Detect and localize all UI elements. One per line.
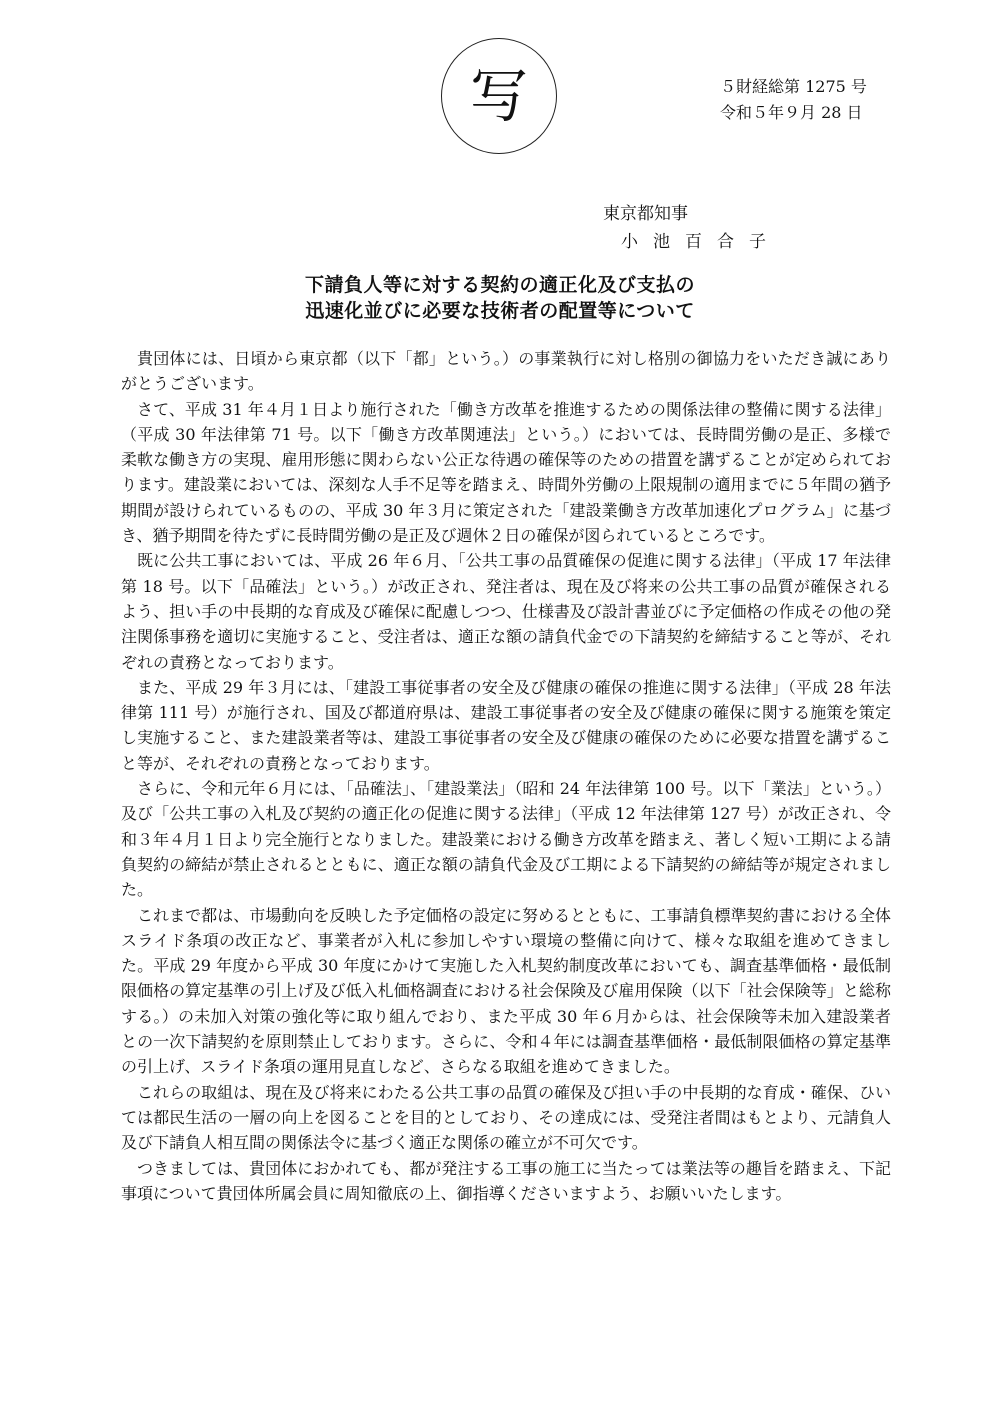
body-paragraph-7: これらの取組は、現在及び将来にわたる公共工事の品質の確保及び担い手の中長期的な育成・確保、ひいては都民生活の一層の向上を図ることを目的としており、その達成には、受発注者間はもとより、元請負人及び下請負人相互間の関係法令に基づく適正な関係の確立が不可欠です。 — [121, 1082, 891, 1153]
body-paragraph-2: さて、平成 31 年４月１日より施行された「働き方改革を推進するための関係法律の整備に関する法律」（平成 30 年法律第 71 号。以下「働き方改革関連法」という。）においては、長時間労働の是正、多様で柔軟な働き方の実現、雇用形態に関わらない公正な待遇の確保等のための措置を講ずることが定められております。建設業においては、深刻な人手不足等を踏まえ、時間外労働の上限規制の適用までに５年間の猶予期間が設けられているものの、平成 30 年３月に策定された「建設業働き方改革加速化プログラム」に基づき、猶予期間を待たずに長時間労働の是正及び週休２日の確保が図られているところです。 — [121, 399, 891, 546]
body-paragraph-8: つきましては、貴団体におかれても、都が発注する工事の施工に当たっては業法等の趣旨を踏まえ、下記事項について貴団体所属会員に周知徹底の上、御指導くださいますよう、お願いいたします。 — [121, 1158, 891, 1203]
sender-title: 東京都知事 — [603, 204, 688, 224]
document-date: 令和５年９月 28 日 — [720, 103, 863, 122]
body-paragraph-1: 貴団体には、日頃から東京都（以下「都」という。）の事業執行に対し格別の御協力をいただき誠にありがとうございます。 — [121, 349, 891, 394]
document-title-line-1: 下請負人等に対する契約の適正化及び支払の — [304, 274, 695, 296]
sender-block — [603, 200, 781, 256]
body-paragraph-4: また、平成 29 年３月には、「建設工事従事者の安全及び健康の確保の推進に関する法律」（平成 28 年法律第 111 号）が施行され、国及び都道府県は、建設工事従事者の安全及び健康の確保に関する施策を策定し実施すること、また建設業者等は、建設工事従事者の安全及び健康の確保のために必要な措置を講ずること等が、それぞれの責務となっております。 — [121, 677, 891, 773]
document-header-info — [720, 74, 890, 126]
copy-stamp — [441, 38, 557, 154]
document-title-line-2: 迅速化並びに必要な技術者の配置等について — [305, 300, 695, 322]
body-paragraph-5: さらに、令和元年６月には、「品確法」、「建設業法」（昭和 24 年法律第 100 号。以下「業法」という。）及び「公共工事の入札及び契約の適正化の促進に関する法律」（平成 12 年法律第 127 号）が改正され、令和３年４月１日より完全施行となりました。建設業における働き方改革を踏まえ、著しく短い工期による請負契約の締結が禁止されるとともに、適正な額の請負代金及び工期による下請契約の締結等が規定されました。 — [121, 779, 891, 900]
body-paragraph-6: これまで都は、市場動向を反映した予定価格の設定に努めるとともに、工事請負標準契約書における全体スライド条項の改正など、事業者が入札に参加しやすい環境の整備に向けて、様々な取組を進めてきました。平成 29 年度から平成 30 年度にかけて実施した入札契約制度改革においても、調査基準価格・最低制限価格の算定基準の引上げ及び低入札価格調査における社会保険及び雇用保険（以下「社会保険等」と総称する。）の未加入対策の強化等に取り組んでおり、また平成 30 年６月からは、社会保険等未加入建設業者との一次下請契約を原則禁止しております。さらに、令和４年には調査基準価格・最低制限価格の算定基準の引上げ、スライド条項の運用見直しなど、さらなる取組を進めてきました。 — [121, 905, 891, 1077]
body-paragraph-3: 既に公共工事においては、平成 26 年６月、「公共工事の品質確保の促進に関する法律」（平成 17 年法律第 18 号。以下「品確法」という。）が改正され、発注者は、現在及び将来の公共工事の品質が確保されるよう、担い手の中長期的な育成及び確保に配慮しつつ、仕様書及び設計書並びに予定価格の作成その他の発注関係事務を適切に実施すること、受注者は、適正な額の請負代金での下請契約を締結すること等が、それぞれの責務となっております。 — [121, 551, 891, 672]
document-title — [0, 272, 1000, 324]
copy-stamp-label: 写 — [469, 62, 528, 130]
document-body — [121, 346, 891, 1206]
document-number: ５財経総第 1275 号 — [720, 77, 867, 96]
sender-name: 小池百合子 — [621, 232, 781, 252]
